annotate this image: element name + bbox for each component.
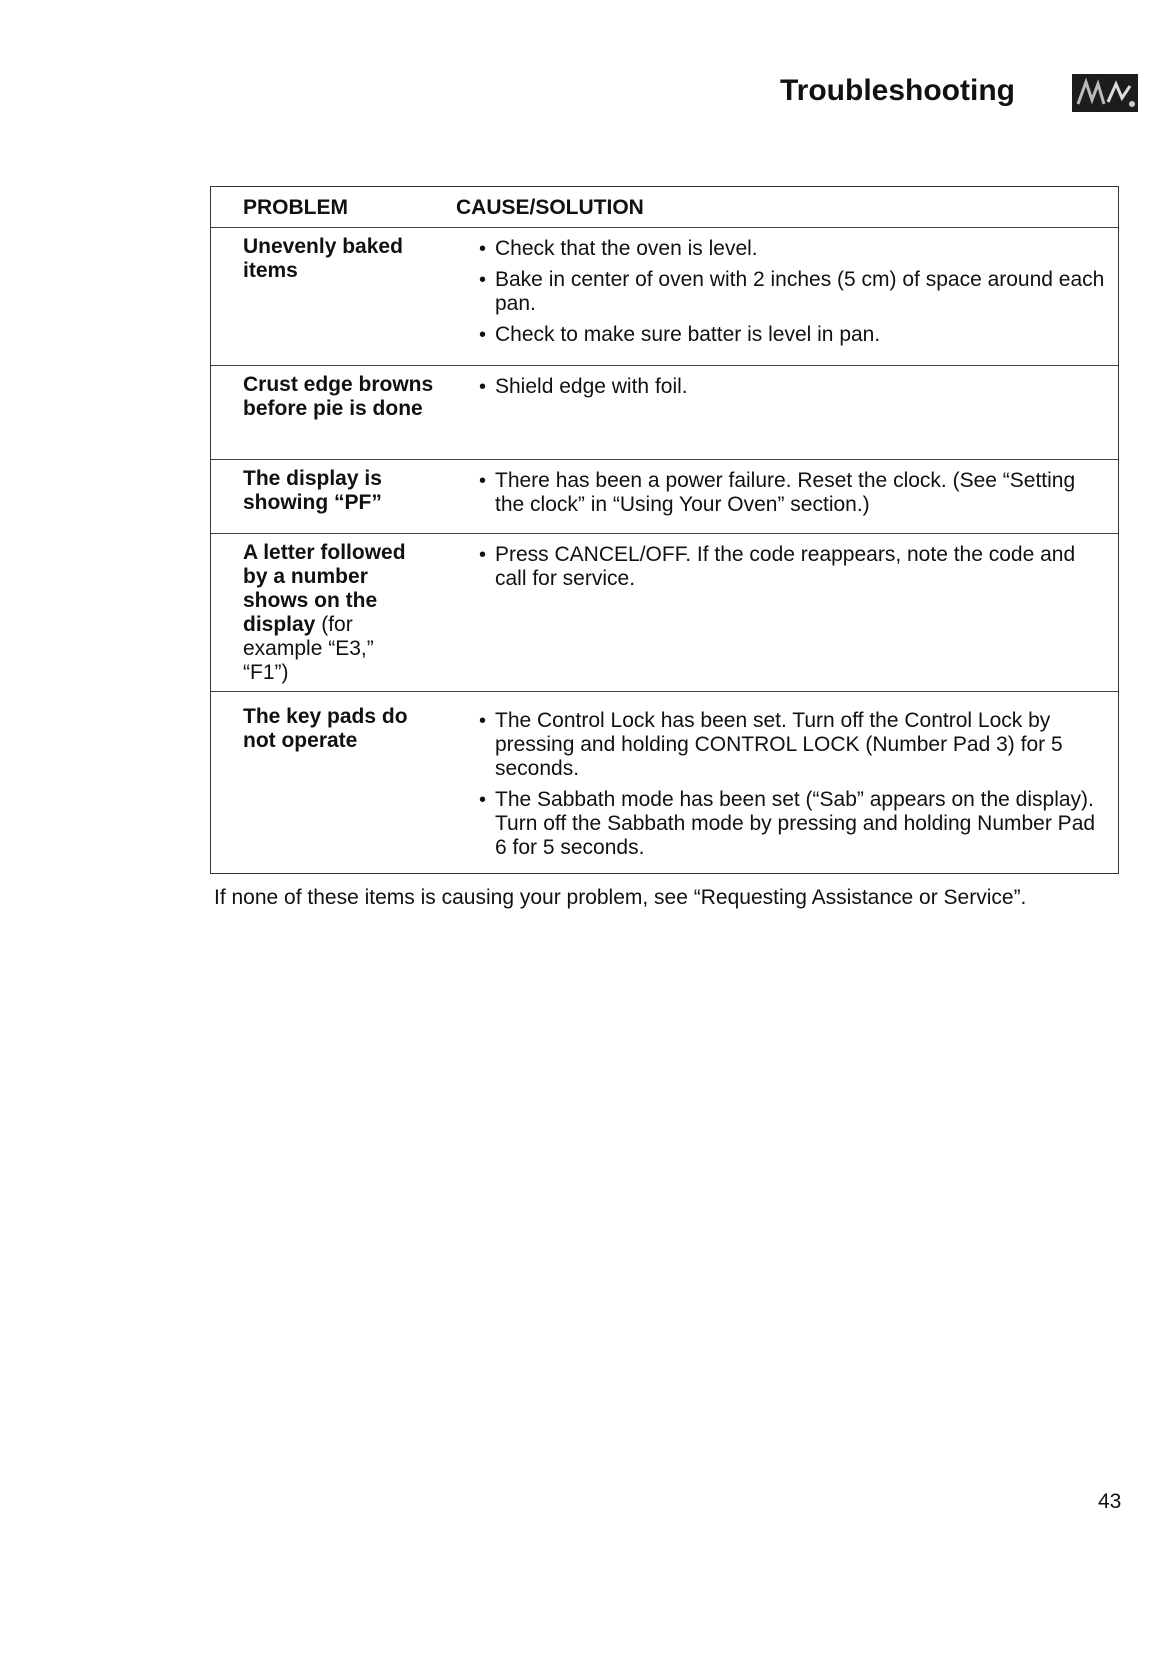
table-row xyxy=(211,459,1118,534)
footer-note: If none of these items is causing your problem, see “Requesting Assistance or Service”. xyxy=(214,886,1027,909)
table-row xyxy=(211,533,1118,692)
column-header-solution: CAUSE/SOLUTION xyxy=(456,196,644,219)
problem-text: Crust edge browns before pie is done xyxy=(243,373,434,420)
solution-cell xyxy=(479,375,1109,406)
problem-cell xyxy=(243,235,423,283)
problem-text: The key pads do not operate xyxy=(243,705,408,752)
problem-cell xyxy=(243,467,423,515)
table-header-row xyxy=(211,187,1118,228)
problem-cell xyxy=(243,373,443,421)
page-number: 43 xyxy=(1098,1490,1122,1513)
solution-item: • Press CANCEL/OFF. If the code reappears, note the code and call for service. xyxy=(479,543,1109,591)
problem-cell xyxy=(243,541,423,685)
solution-item: • Check to make sure batter is level in pan. xyxy=(479,323,1109,347)
solution-cell xyxy=(479,543,1109,598)
column-header-problem: PROBLEM xyxy=(243,196,348,219)
problem-text: The display is showing “PF” xyxy=(243,467,382,514)
problem-detail: (for example “E3,” “F1”) xyxy=(243,613,374,684)
solution-item: • Shield edge with foil. xyxy=(479,375,1109,399)
solution-item: • There has been a power failure. Reset the clock. (See “Setting the clock” in “Using Your Oven” section.) xyxy=(479,469,1109,517)
troubleshooting-table xyxy=(210,186,1119,874)
problem-text: A letter followed by a number shows on the display xyxy=(243,541,406,636)
solution-cell xyxy=(479,469,1109,524)
table-row xyxy=(211,227,1118,366)
problem-text: Unevenly baked items xyxy=(243,235,403,282)
table-row xyxy=(211,365,1118,460)
table-row xyxy=(211,691,1118,875)
solution-item: • Bake in center of oven with 2 inches (5 cm) of space around each pan. xyxy=(479,268,1109,316)
section-title: Troubleshooting xyxy=(780,74,1015,107)
section-emblem-icon xyxy=(1072,74,1138,112)
problem-cell xyxy=(243,705,433,753)
solution-cell xyxy=(479,709,1109,867)
solution-item: • The Sabbath mode has been set (“Sab” appears on the display). Turn off the Sabbath mode by pressing and holding Number Pad 6 for 5 seconds. xyxy=(479,788,1109,860)
solution-item: • The Control Lock has been set. Turn off the Control Lock by pressing and holding CONTROL LOCK (Number Pad 3) for 5 seconds. xyxy=(479,709,1109,781)
solution-item: • Check that the oven is level. xyxy=(479,237,1109,261)
page-header xyxy=(780,68,1155,128)
solution-cell xyxy=(479,237,1109,354)
